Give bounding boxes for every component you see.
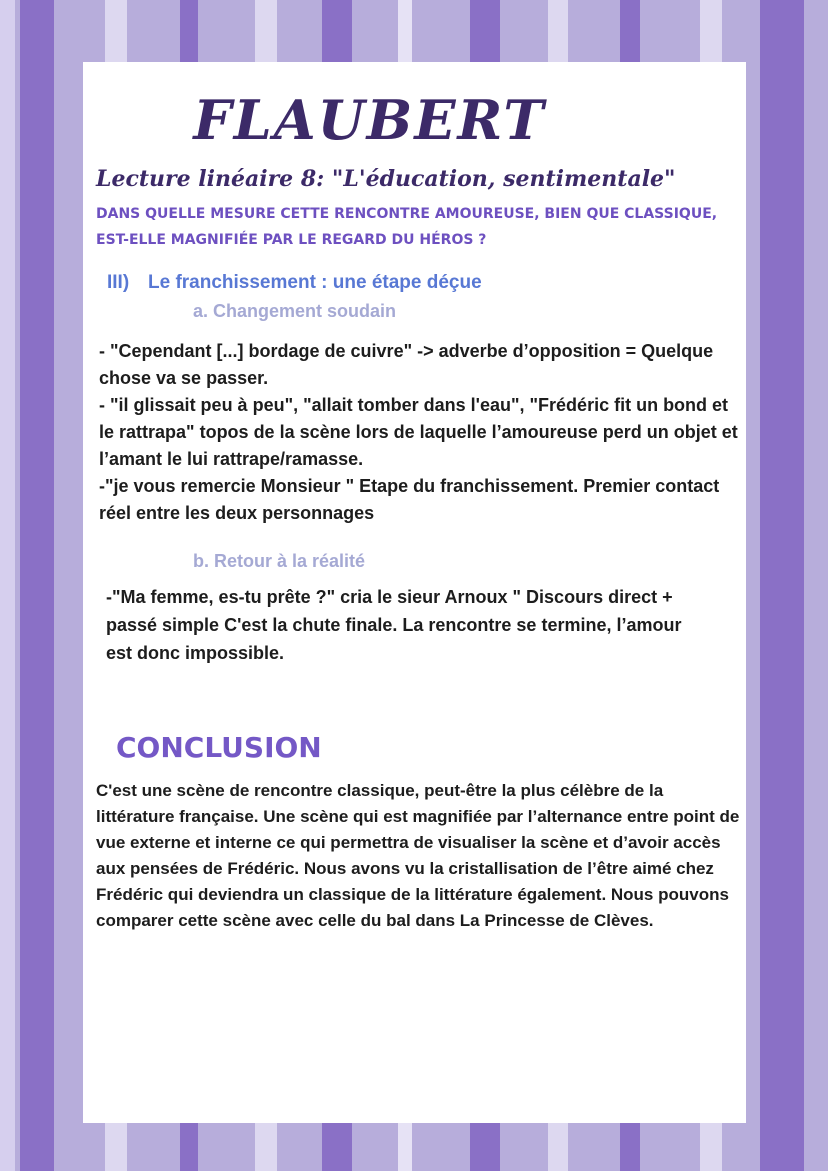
background-stripe bbox=[0, 0, 15, 1171]
conclusion-heading: CONCLUSION bbox=[116, 731, 322, 764]
document-page bbox=[83, 62, 746, 1123]
background-stripe bbox=[760, 0, 804, 1171]
section-a-heading: a. Changement soudain bbox=[193, 301, 397, 321]
page-title: FLAUBERT bbox=[193, 88, 546, 152]
part-number: III) bbox=[107, 272, 130, 293]
part-title: Le franchissement : une étape déçue bbox=[148, 272, 482, 293]
section-b-paragraph: -"Ma femme, es-tu prête ?" cria le sieur Arnoux " Discours direct + passé simple C'est la chute finale. La rencontre se termine, l’amour est donc impossible. bbox=[106, 587, 682, 663]
conclusion-text bbox=[96, 778, 741, 934]
section-b-heading: b. Retour à la réalité bbox=[193, 551, 366, 571]
section-a-paragraph: - "il glissait peu à peu", "allait tomber dans l'eau", "Frédéric fit un bond et le rattrapa" topos de la scène lors de laquelle l’amoureuse perd un objet et l’amant le lui rattrape/ramasse. bbox=[99, 395, 738, 469]
problematic-question: DANS QUELLE MESURE CETTE RENCONTRE AMOUREUSE, BIEN QUE CLASSIQUE, EST-ELLE MAGNIFIÉE PAR LE REGARD DU HÉROS ? bbox=[96, 206, 718, 248]
page-subtitle: Lecture linéaire 8: "L'éducation, sentimentale" bbox=[96, 166, 676, 192]
section-a-body bbox=[99, 338, 739, 527]
section-a-paragraph: -"je vous remercie Monsieur " Etape du franchissement. Premier contact réel entre les deux personnages bbox=[99, 476, 720, 523]
background-stripe bbox=[20, 0, 54, 1171]
section-a-paragraph: - "Cependant [...] bordage de cuivre" -> adverbe d’opposition = Quelque chose va se passer. bbox=[99, 341, 714, 388]
part-heading bbox=[107, 270, 482, 296]
section-b-body bbox=[106, 583, 686, 667]
conclusion-paragraph: C'est une scène de rencontre classique, peut-être la plus célèbre de la littérature française. Une scène qui est magnifiée par l’alternance entre point de vue externe et interne ce qui permettra de visualiser la scène et d’avoir accès aux pensées de Frédéric. Nous avons vu la cristallisation de l’être aimé chez Frédéric qui deviendra un classique de la littérature également. Nous pouvons comparer cette scène avec celle du bal dans La Princesse de Clèves. bbox=[96, 781, 740, 930]
